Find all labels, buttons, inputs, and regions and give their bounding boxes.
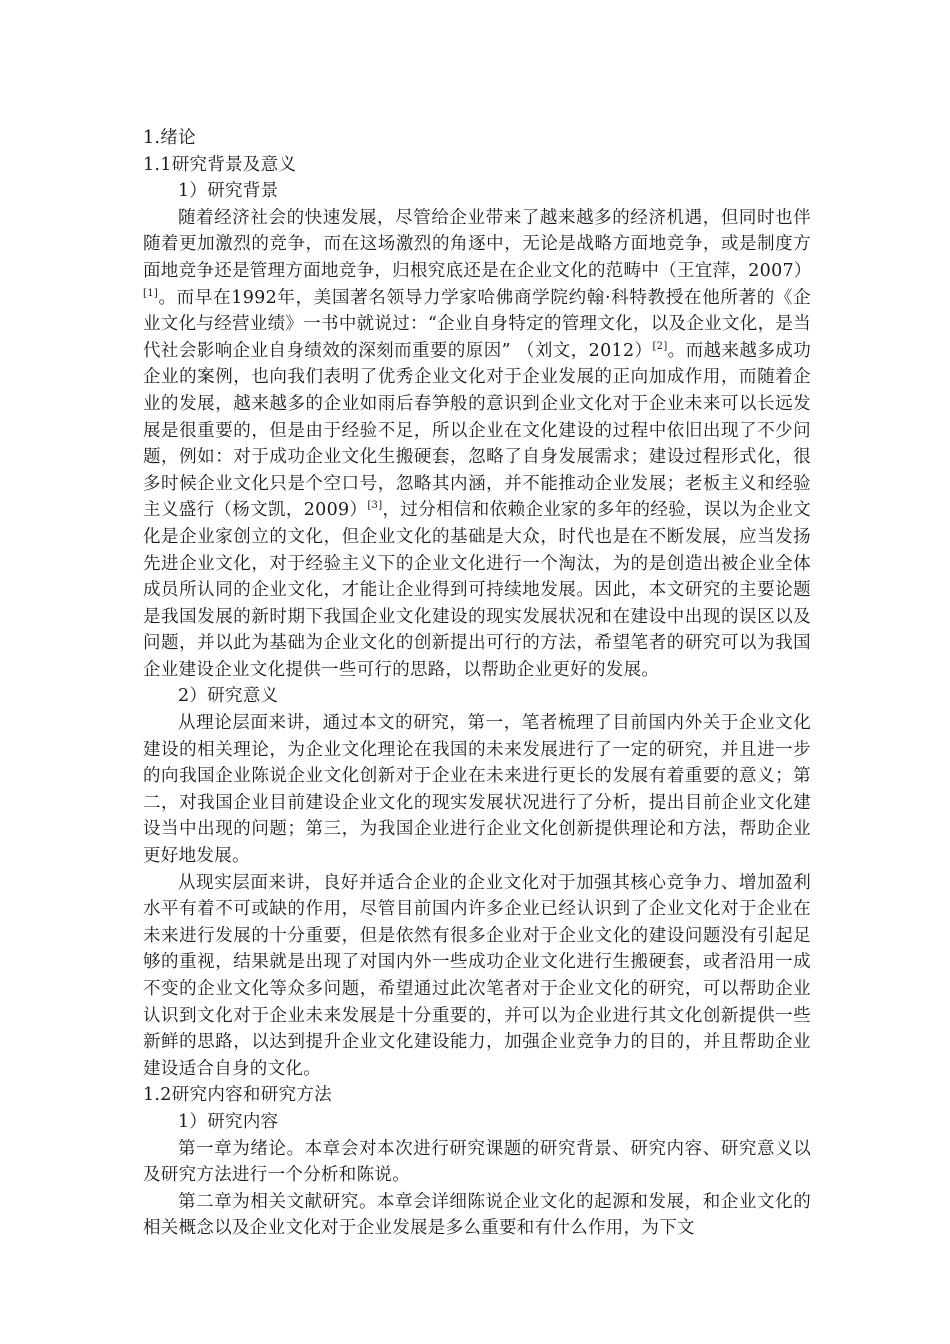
- paragraph-background: [143, 205, 811, 684]
- citation-2: [2]: [652, 340, 668, 352]
- citation-3: [3]: [367, 500, 383, 512]
- paragraph-text: 。而早在1992年，美国著名领导力学家哈佛商学院约翰·科特教授在他所著的《企业文化与经营业绩》一书中就说过：“企业自身特定的管理文化，以及企业文化，是当代社会影响企业自身绩效的深刻而重要的原因” （刘文，2012）: [143, 287, 811, 361]
- paragraph-text: 。而越来越多成功企业的案例，也向我们表明了优秀企业文化对于企业发展的正向加成作用，而随着企业的发展，越来越多的企业如雨后春笋般的意识到企业文化对于企业未来可以长远发展是很重要的，但是由于经验不足，所以企业在文化建设的过程中依旧出现了不少问题，例如：对于成功企业文化生搬硬套，忽略了自身发展需求；建设过程形式化，很多时候企业文化只是个空口号，忽略其内涵，并不能推动企业发展；老板主义和经验主义盛行（杨文凯，2009）: [143, 340, 811, 521]
- citation-1: [1]: [143, 287, 159, 299]
- subheading-content: 1）研究内容: [178, 1111, 279, 1132]
- paragraph-text: ，过分相信和依赖企业家的多年的经验，误以为企业文化是企业家创立的文化，但企业文化的基础是大众，时代也是在不断发展，应当发扬先进企业文化，对于经验主义下的企业文化进行一个淘汰，为的是创造出被企业全体成员所认同的企业文化，才能让企业得到可持续地发展。因此，本文研究的主要论题是我国发展的新时期下我国企业文化建设的现实发展状况和在建设中出现的误区以及问题，并以此为基础为企业文化的创新提出可行的方法，希望笔者的研究可以为我国企业建设企业文化提供一些可行的思路，以帮助企业更好的发展。: [143, 500, 811, 680]
- paragraph-chapter-1: 第一章为绪论。本章会对本次进行研究课题的研究背景、研究内容、研究意义以及研究方法进行一个分析和陈说。: [143, 1138, 811, 1186]
- paragraph-theory: 从理论层面来讲，通过本文的研究，第一，笔者梳理了目前国内外关于企业文化建设的相关理论，为企业文化理论在我国的未来发展进行了一定的研究，并且进一步的向我国企业陈说企业文化创新对于企业在未来进行更长的发展有着重要的意义；第二，对我国企业目前建设企业文化的现实发展状况进行了分析，提出目前企业文化建设当中出现的问题；第三，为我国企业进行企业文化创新提供理论和方法，帮助企业更好地发展。: [143, 713, 811, 867]
- document-page: [143, 125, 811, 1242]
- paragraph-practice: 从现实层面来讲，良好并适合企业的企业文化对于加强其核心竞争力、增加盈利水平有着不可或缺的作用，尽管目前国内许多企业已经认识到了企业文化对于企业在未来进行发展的十分重要，但是依然有很多企业对于企业文化的建设问题没有引起足够的重视，结果就是出现了对国内外一些成功企业文化进行生搬硬套，或者沿用一成不变的企业文化等众多问题，希望通过此次笔者对于企业文化的研究，可以帮助企业认识到文化对于企业未来发展是十分重要的，并可以为企业进行其文化创新提供一些新鲜的思路，以达到提升企业文化建设能力，加强企业竞争力的目的，并且帮助企业建设适合自身的文化。: [143, 872, 811, 1079]
- paragraph-chapter-2: 第二章为相关文献研究。本章会详细陈说企业文化的起源和发展，和企业文化的相关概念以及企业文化对于企业发展是多么重要和有什么作用，为下文: [143, 1191, 811, 1239]
- subheading-significance: 2）研究意义: [178, 686, 279, 707]
- chapter-heading: 1.绪论: [143, 128, 196, 148]
- section-heading-1-1: 1.1研究背景及意义: [143, 154, 297, 175]
- paragraph-text: 随着经济社会的快速发展，尽管给企业带来了越来越多的经济机遇，但同时也伴随着更加激烈的竞争，而在这场激烈的角逐中，无论是战略方面地竞争，或是制度方面地竞争还是管理方面地竞争，归根究底还是在企业文化的范畴中（王宜萍，2007）: [143, 207, 812, 281]
- section-heading-1-2: 1.2研究内容和研究方法: [143, 1085, 332, 1106]
- subheading-background: 1）研究背景: [178, 181, 279, 202]
